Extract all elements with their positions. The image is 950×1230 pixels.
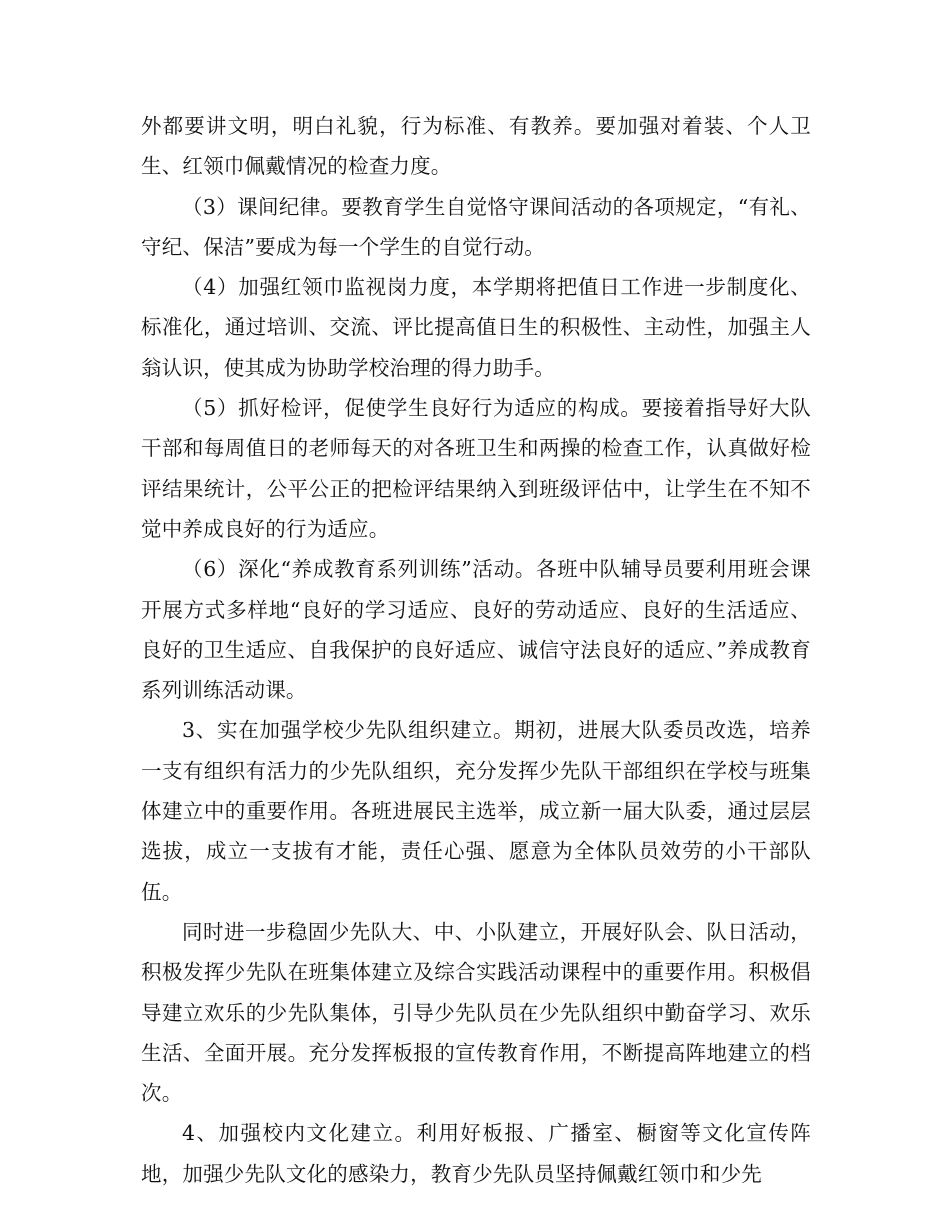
- paragraph-6: 3、实在加强学校少先队组织建立。期初，进展大队委员改选，培养一支有组织有活力的少先队组织，充分发挥少先队干部组织在学校与班集体建立中的重要作用。各班进展民主选举，成立新一届大队委，通过层层选拔，成立一支拔有才能，责任心强、愿意为全体队员效劳的小干部队伍。: [141, 718, 811, 904]
- paragraph-5: （6）深化“养成教育系列训练”活动。各班中队辅导员要利用班会课开展方式多样地“良好的学习适应、良好的劳动适应、良好的生活适应、良好的卫生适应、自我保护的良好适应、诚信守法良好的适应、”养成教育系列训练活动课。: [141, 557, 811, 703]
- paragraph-4: （5）抓好检评，促使学生良好行为适应的构成。要接着指导好大队干部和每周值日的老师每天的对各班卫生和两操的检查工作，认真做好检评结果统计，公平公正的把检评结果纳入到班级评估中，让学生在不知不觉中养成良好的行为适应。: [141, 396, 811, 541]
- paragraph-8: 4、加强校内文化建立。利用好板报、广播室、橱窗等文化宣传阵地，加强少先队文化的感染力，教育少先队员坚持佩戴红领巾和少先: [141, 1121, 811, 1186]
- paragraph-2: （3）课间纪律。要教育学生自觉恪守课间活动的各项规定，“有礼、守纪、保洁”要成为每一个学生的自觉行动。: [141, 194, 811, 259]
- paragraph-3: （4）加强红领巾监视岗力度，本学期将把值日工作进一步制度化、标准化，通过培训、交流、评比提高值日生的积极性、主动性，加强主人翁认识，使其成为协助学校治理的得力助手。: [141, 275, 811, 380]
- document-body: [141, 106, 811, 1194]
- paragraph-1: 外都要讲文明，明白礼貌，行为标准、有教养。要加强对着装、个人卫生、红领巾佩戴情况的检查力度。: [141, 114, 811, 179]
- paragraph-7: 同时进一步稳固少先队大、中、小队建立，开展好队会、队日活动，积极发挥少先队在班集体建立及综合实践活动课程中的重要作用。积极倡导建立欢乐的少先队集体，引导少先队员在少先队组织中勤奋学习、欢乐生活、全面开展。充分发挥板报的宣传教育作用，不断提高阵地建立的档次。: [141, 919, 811, 1106]
